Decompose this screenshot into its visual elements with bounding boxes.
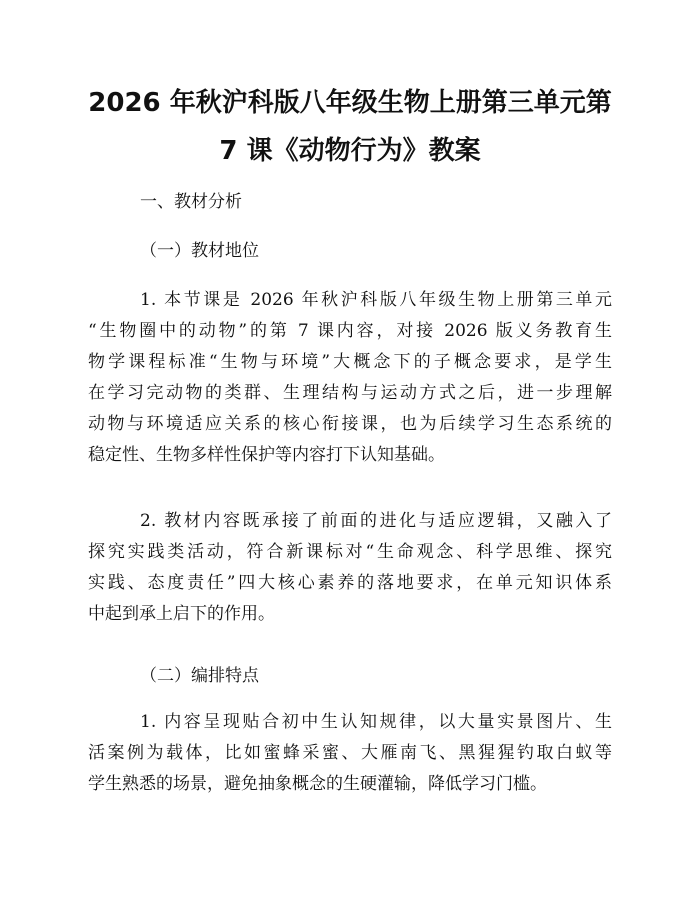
paragraph-line: 实践、态度责任”四大核心素养的落地要求，在单元知识体系 bbox=[88, 573, 612, 593]
paragraph-line: “生物圈中的动物”的第 7 课内容，对接 2026 版义务教育生 bbox=[88, 321, 612, 341]
paragraph-line: 1. 内容呈现贴合初中生认知规律，以大量实景图片、生 bbox=[140, 712, 612, 732]
paragraph-line: 探究实践类活动，符合新课标对“生命观念、科学思维、探究 bbox=[88, 542, 612, 562]
paragraph-line: 稳定性、生物多样性保护等内容打下认知基础。 bbox=[88, 445, 445, 465]
paragraph-line: 2. 教材内容既承接了前面的进化与适应逻辑，又融入了 bbox=[140, 511, 612, 531]
paragraph-line: 中起到承上启下的作用。 bbox=[88, 604, 275, 624]
paragraph-arrangement-features-1 bbox=[88, 707, 612, 800]
subsection-heading-textbook-position: （一）教材地位 bbox=[140, 241, 259, 261]
paragraph-line: 学生熟悉的场景，避免抽象概念的生硬灌输，降低学习门槛。 bbox=[88, 774, 547, 794]
paragraph-line: 动物与环境适应关系的核心衔接课，也为后续学习生态系统的 bbox=[88, 414, 612, 434]
paragraph-line: 在学习完动物的类群、生理结构与运动方式之后，进一步理解 bbox=[88, 383, 612, 403]
document-title-line-1: 2026 年秋沪科版八年级生物上册第三单元第 bbox=[88, 88, 612, 118]
document-title-line-2: 7 课《动物行为》教案 bbox=[219, 136, 481, 166]
paragraph-line: 活案例为载体，比如蜜蜂采蜜、大雁南飞、黑猩猩钓取白蚁等 bbox=[88, 743, 612, 763]
paragraph-textbook-position-1 bbox=[88, 285, 612, 471]
paragraph-textbook-position-2 bbox=[88, 506, 612, 630]
paragraph-line: 物学课程标准“生物与环境”大概念下的子概念要求，是学生 bbox=[88, 352, 612, 372]
paragraph-line: 1. 本节课是 2026 年秋沪科版八年级生物上册第三单元 bbox=[140, 290, 612, 310]
subsection-heading-arrangement-features: （二）编排特点 bbox=[140, 666, 259, 686]
section-heading-textbook-analysis: 一、教材分析 bbox=[140, 192, 242, 212]
